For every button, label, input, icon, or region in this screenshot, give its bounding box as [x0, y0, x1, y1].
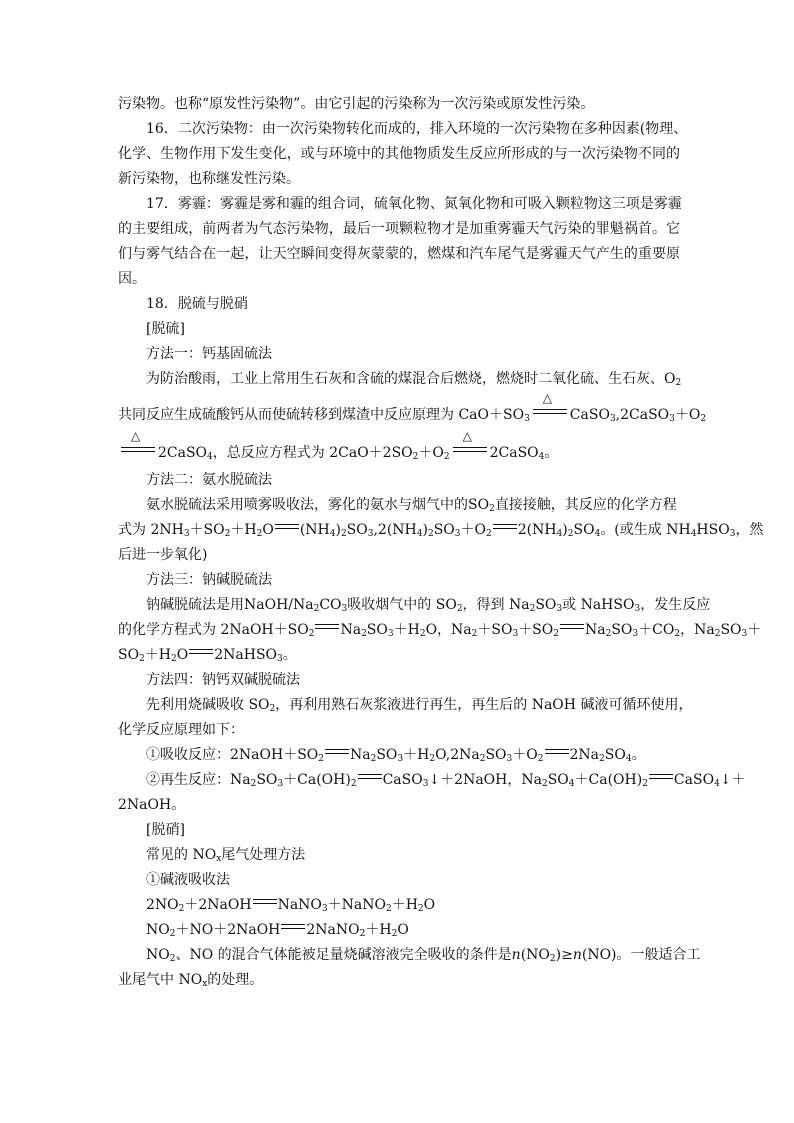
- method-2-title: 方法二：氨水脱硫法: [146, 472, 272, 488]
- method-4-absorb-reaction: ①吸收反应：$2NaOH+SO_2$ $Na_2SO_3+H_2O,2Na_2SO_3+O_2$ $2Na_2SO_4$。: [146, 747, 646, 764]
- para-17-line-4: 因。: [118, 271, 146, 287]
- heat-equals-sign: △: [533, 407, 567, 417]
- equals-sign: [253, 898, 277, 906]
- method-1-title: 方法一：钙基固硫法: [146, 346, 272, 362]
- method-3-line-1: 钠碱脱硫法是用NaOH/$Na_2CO_3$吸收烟气中的 $SO_2$，得到 $Na_2SO_3$或 NaHSO$_3$，发生反应: [146, 597, 711, 614]
- para-16-line-1: 16．二次污染物：由一次污染物转化而成的，排入环境的一次污染物在多种因素(物理、: [146, 121, 688, 137]
- heat-equals-sign: △: [121, 445, 155, 455]
- method-3-line-2: 的化学方程式为 $2NaOH+SO_2$ $Na_2SO_3+H_2O$，$Na_2+SO_3+SO_2$ $Na_2SO_3+CO_2$，$Na_2SO_3+$: [118, 622, 762, 639]
- denitration-header: [脱硝]: [146, 822, 185, 838]
- nox-condition-line-2: 业尾气中 $NO_x$的处理。: [118, 972, 264, 989]
- nox-reaction-2: $NO_2+NO+2NaOH$ $2NaNO_2+H_2O$: [146, 922, 409, 939]
- method-4-title: 方法四：钠钙双碱脱硫法: [146, 672, 300, 688]
- method-4-line-2: 化学反应原理如下：: [118, 722, 244, 738]
- equals-sign: [545, 748, 569, 756]
- section-18-title: 18．脱硫与脱硝: [146, 296, 248, 312]
- equals-sign: [281, 923, 305, 931]
- para-15-tail: 污染物。也称“原发性污染物”。由它引起的污染称为一次污染或原发性污染。: [118, 96, 595, 112]
- equals-sign: [560, 623, 584, 631]
- desulfurization-header: [脱硫]: [146, 321, 185, 337]
- equals-sign: [315, 623, 339, 631]
- method-4-regen-reaction: ②再生反应：$Na_2SO_3+Ca(OH)_2$ CaSO$_3$↓＋2NaOH，$Na_2SO_4+Ca(OH)_2$ CaSO$_4$↓＋: [146, 772, 746, 789]
- method-3-line-3: $SO_2+H_2O$ 2NaHSO$_3$。: [118, 647, 297, 664]
- equals-sign: [649, 773, 673, 781]
- method-4-regen-tail: 2NaOH。: [118, 797, 186, 813]
- nox-title: 常见的 $NO_x$尾气处理方法: [146, 847, 306, 864]
- para-17-line-3: 们与雾气结合在一起，让天空瞬间变得灰蒙蒙的，燃煤和汽车尾气是雾霾天气产生的重要原: [118, 246, 680, 262]
- heat-equals-sign: △: [453, 445, 487, 455]
- equals-sign: [358, 773, 382, 781]
- method-1-line-3: △ 2CaSO$_4$，总反应方程式为 $2CaO+2SO_2+O_2$ △ 2CaSO$_4$。: [118, 430, 680, 468]
- para-17-line-2: 的主要组成，前两者为气态污染物，最后一项颗粒物才是加重雾霾天气污染的罪魁祸首。它: [118, 221, 680, 237]
- equals-sign: [325, 748, 349, 756]
- nox-alkali-method: ①碱液吸收法: [146, 872, 230, 888]
- method-2-line-3: 后进一步氧化): [118, 547, 208, 563]
- document-page: [118, 92, 764, 993]
- method-4-line-1: 先利用烧碱吸收 $SO_2$，再利用熟石灰浆液进行再生，再生后的 NaOH 碱液可循环使用，: [146, 697, 693, 714]
- method-1-line-1: 为防治酸雨，工业上常用生石灰和含硫的煤混合后燃烧，燃烧时二氧化硫、生石灰、$O_2$: [146, 371, 682, 388]
- method-3-title: 方法三：钠碱脱硫法: [146, 572, 272, 588]
- equals-sign: [189, 648, 213, 656]
- equals-sign: [493, 523, 517, 531]
- para-16-line-3: 新污染物，也称继发性污染。: [118, 171, 300, 187]
- method-1-line-2: 共同反应生成硫酸钙从而使硫转移到煤渣中反应原理为 $CaO+SO_3$ △ $CaSO_3,2CaSO_3+O_2$: [118, 391, 707, 424]
- nox-reaction-1: $2NO_2+2NaOH$ $NaNO_3+NaNO_2+H_2O$: [146, 897, 436, 914]
- equals-sign: [275, 523, 299, 531]
- nox-condition-line-1: $NO_2$、NO 的混合气体能被足量烧碱溶液完全吸收的条件是$n(NO_2)\ge n(NO)$。一般适合工: [146, 947, 701, 964]
- para-17-line-1: 17．雾霾：雾霾是雾和霾的组合词，硫氧化物、氮氧化物和可吸入颗粒物这三项是雾霾: [146, 196, 682, 212]
- method-2-line-2: 式为 $2NH_3+SO_2+H_2O$ $(NH_4)_2SO_3,2(NH_4)_2SO_3+O_2$ $2(NH_4)_2SO_4$。(或生成 $NH_4HSO_3$，然: [118, 522, 764, 539]
- para-16-line-2: 化学、生物作用下发生变化，或与环境中的其他物质发生反应所形成的与一次污染物不同的: [118, 146, 680, 162]
- method-2-line-1: 氨水脱硫法采用喷雾吸收法，雾化的氨水与烟气中的$SO_2$直接接触，其反应的化学方程: [146, 497, 677, 514]
